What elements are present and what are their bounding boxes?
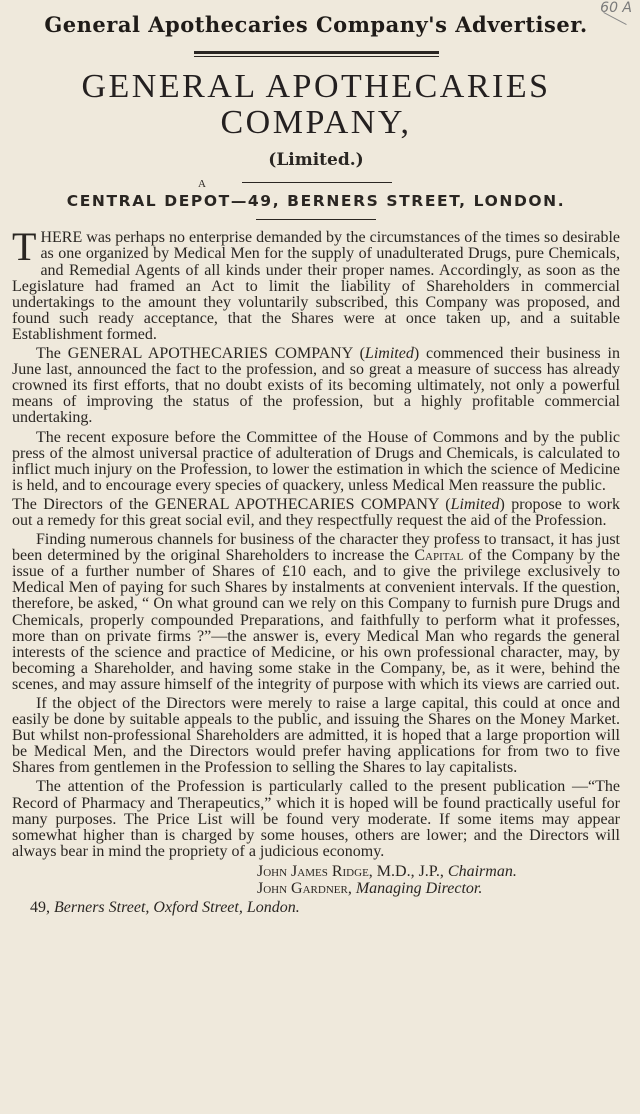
paragraph-2 bbox=[12, 346, 620, 426]
signatory-role: Managing Director. bbox=[355, 879, 483, 897]
paragraph-7 bbox=[12, 779, 620, 859]
italic-limited: Limited bbox=[364, 345, 414, 363]
company-title: GENERAL APOTHECARIES COMPANY, bbox=[81, 68, 551, 141]
address-text: Berners Street, Oxford Street, London. bbox=[54, 898, 300, 916]
a-divider bbox=[12, 176, 620, 190]
small-caps-capital: Capital bbox=[414, 547, 464, 565]
page-number: 60 A bbox=[600, 0, 632, 16]
paragraph-text: Finding numerous channels for business of the character they profess to transact, it has just been determined by the original Shareholders to increase the bbox=[12, 531, 620, 565]
depot-address: CENTRAL DEPOT—49, BERNERS STREET, LONDON. bbox=[66, 192, 566, 211]
paragraph-3 bbox=[12, 430, 620, 494]
body-text bbox=[12, 224, 621, 860]
paragraph-5 bbox=[12, 532, 620, 693]
paragraph-text: The attention of the Profession is particularly called to the present publication —“The Record of Pharmacy and Therapeutics,” which it is hoped will be found practically useful for many purposes. The Price List will be found very moderate. If some items may appear somewhat higher than is charged by some houses, others are lower; and the Directors will always bear in mind the propriety of a judicious economy. bbox=[12, 778, 620, 860]
a-rule bbox=[242, 182, 392, 183]
drop-cap: T bbox=[12, 224, 37, 270]
footer-address bbox=[12, 899, 620, 917]
paragraph-text: The Directors of the GENERAL APOTHECARIES COMPANY ( bbox=[12, 495, 451, 513]
signature-director bbox=[12, 880, 620, 897]
address-number: 49, bbox=[30, 898, 50, 916]
signature-chairman bbox=[12, 863, 620, 880]
header-rule-thin bbox=[194, 56, 439, 57]
running-head: General Apothecaries Company's Advertiser. bbox=[44, 12, 588, 37]
paragraph-text: ) commenced their business in June last, announced the fact to the profession, and so great a measure of success has already crowned its first efforts, that no doubt exists of its becoming ultimately, not only a powerful means of improving the status of the profession, but a highly profitable commercial undertaking. bbox=[12, 345, 620, 427]
depot-rule bbox=[256, 219, 376, 220]
paragraph-1 bbox=[12, 224, 620, 343]
paragraph-text: HERE was perhaps no enterprise demanded by the circumstances of the times so desirable as one organized by Medical Men for the supply of unadulterated Drugs, pure Chemicals, and Remedial Agents of all kinds under their proper names. Accordingly, as soon as the Legislature had framed an Act to limit the liability of Shareholders in commercial undertakings to the amount they voluntarily subscribed, this Company was proposed, and found such ready acceptance, that the Shares were at once taken up, and a suitable Establishment formed. bbox=[12, 229, 620, 343]
paragraph-text: If the object of the Directors were merely to raise a large capital, this could at once and easily be done by suitable appeals to the public, and issuing the Shares on the Money Market. But whilst non-professional Shareholders are admitted, it is hoped that a large proportion will be Medical Men, and the Directors would prefer having applications for from two to five Shares from gentlemen in the Profession to selling the Shares to lay capitalists. bbox=[12, 695, 620, 777]
signatory-name: John Gardner, bbox=[257, 879, 352, 897]
a-letter: A bbox=[198, 178, 206, 191]
italic-limited: Limited bbox=[450, 495, 500, 513]
paragraph-text: The recent exposure before the Committee of the House of Commons and by the public press of the almost universal practice of adulteration of Drugs and Chemicals, is calculated to inflict much injury on the Profession, to lower the estimation in which the science of Medicine is held, and to encourage every species of quackery, unless Medical Men reassure the public. bbox=[12, 428, 620, 494]
paragraph-4 bbox=[12, 497, 620, 529]
paragraph-text: The GENERAL APOTHECARIES COMPANY ( bbox=[36, 345, 365, 363]
limited-label: (Limited.) bbox=[268, 150, 364, 171]
paragraph-text: ) propose to work out a remedy for this great social evil, and they respectfully request the aid of the Profession. bbox=[12, 495, 621, 529]
signatory-name: John James Ridge, M.D., J.P., bbox=[257, 862, 444, 880]
signatures bbox=[12, 863, 620, 897]
paragraph-6 bbox=[12, 696, 620, 776]
header-rule-thick bbox=[194, 51, 439, 54]
paragraph-text: of the Company by the issue of a further number of Shares of £10 each, and to give the privilege exclusively to Medical Men of paying for such Shares by instalments at convenient intervals. If the question, therefore, be asked, “ On what ground can we rely on this Company to furnish pure Drugs and Chemicals, properly compounded Preparations, and faithfully to perform what it professes, more than on private firms ?”—the answer is, every Medical Man who regards the general interests of the science and practice of Medicine, or his own professional character, may, by becoming a Shareholder, and having some stake in the Company, be, as it were, behind the scenes, and may assure himself of the integrity of purpose with which its views are carried out. bbox=[12, 547, 621, 693]
signatory-role: Chairman. bbox=[447, 862, 517, 880]
